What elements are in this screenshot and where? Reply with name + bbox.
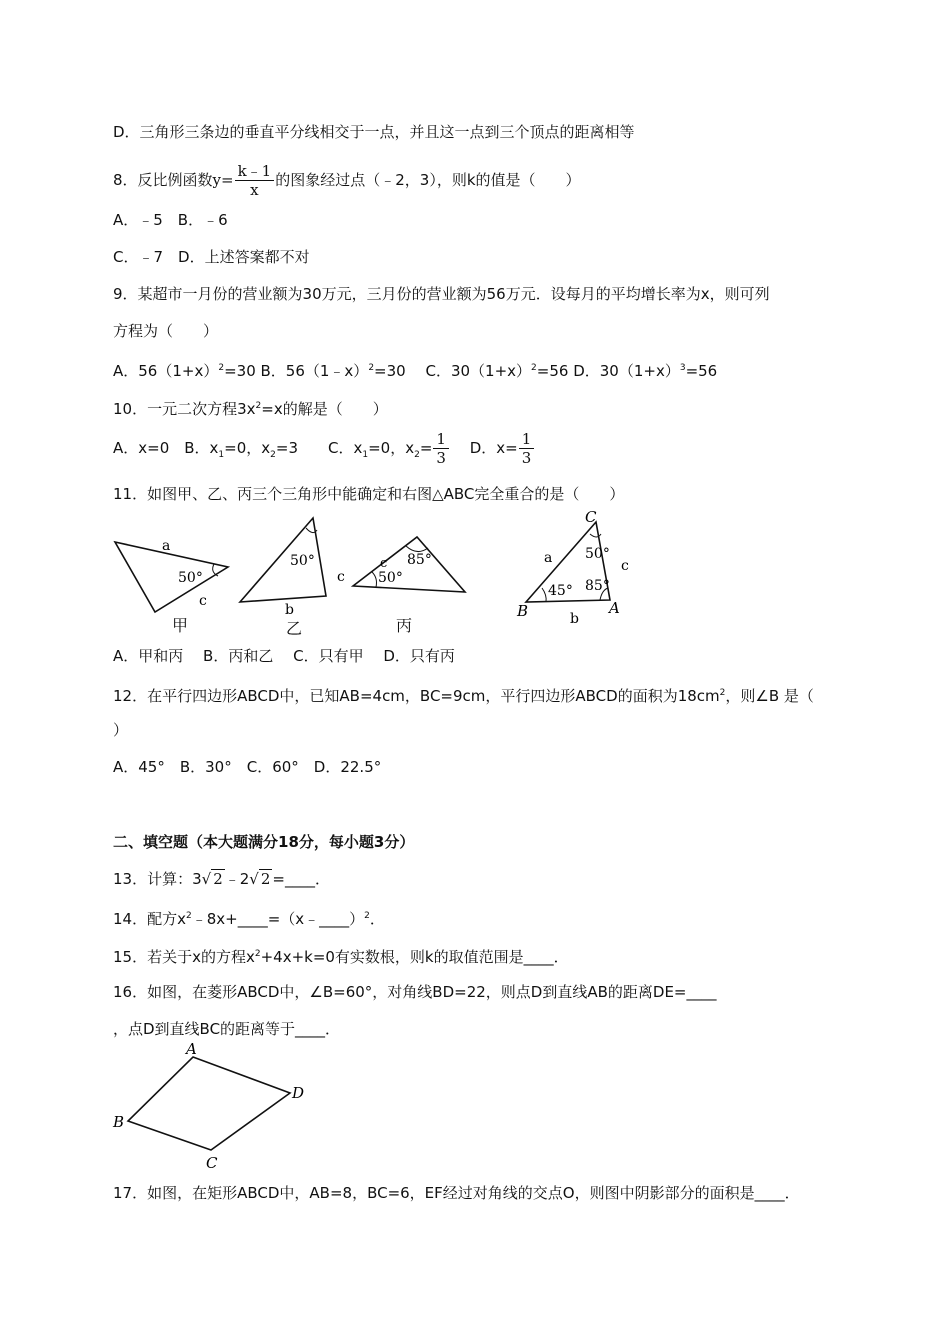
q9-option-c-exp: 2	[531, 363, 537, 373]
abc-angle-a: 85°	[585, 578, 610, 594]
q14-exp: 2	[364, 911, 370, 921]
q10-frac-den: 3	[436, 449, 446, 467]
vertex-a: A	[186, 1040, 197, 1058]
q10-options	[113, 430, 535, 467]
q10-frac-num: 1	[519, 430, 535, 449]
sqrt-2: √ 2	[201, 870, 223, 888]
q16-stem-2: ，点D到直线BC的距离等于____．	[113, 1020, 341, 1038]
q8-frac-num: k﹣1	[235, 162, 275, 181]
vertex-b: B	[113, 1113, 125, 1131]
q10-sub: 2	[270, 450, 276, 460]
q9-stem-2: 方程为（ ）	[113, 322, 219, 340]
q10-option-a: A．x=0 B．x	[113, 439, 219, 457]
triangle-jia	[115, 542, 228, 612]
jia-side-a: a	[162, 538, 171, 554]
q9-option-d: =56 D．30（1+x）	[536, 362, 680, 380]
q10-sub: 2	[414, 450, 420, 460]
jia-angle: 50°	[178, 570, 203, 586]
q12-stem-2: ）	[113, 721, 129, 739]
vertex-c: C	[585, 510, 597, 526]
q8-stem-a: 8．反比例函数	[113, 171, 213, 189]
jia-side-c: c	[199, 593, 207, 609]
q15-stem	[113, 944, 569, 967]
angle-arc	[542, 588, 546, 602]
q13-radicand: 2	[260, 870, 271, 888]
q8-stem-b: 的图象经过点（﹣2，3），则k的值是（ ）	[275, 171, 581, 189]
q11-stem: 11．如图甲、乙、丙三个三角形中能确定和右图△ABC完全重合的是（ ）	[113, 485, 625, 503]
q10-frac-den: 3	[521, 449, 532, 467]
bing-side-c: c	[380, 556, 388, 571]
q10-option-d: D．x=	[449, 439, 518, 457]
q14-a: 14．配方x	[113, 910, 186, 928]
vertex-d: D	[292, 1084, 305, 1102]
q9-stem-1: 9．某超市一月份的营业额为30万元，三月份的营业额为56万元．设每月的平均增长率为x，则可列	[113, 285, 770, 303]
abc-side-c: c	[621, 558, 629, 574]
q15-exp: 2	[254, 949, 261, 959]
q15-b: +4x+k=0有实数根，则k的取值范围是____．	[260, 948, 569, 966]
q10-sub: 1	[362, 450, 369, 460]
q13-b: ﹣2	[224, 870, 250, 888]
abc-side-a: a	[544, 550, 553, 566]
abc-side-b: b	[570, 611, 579, 627]
q8-options-ab: A．﹣5 B．﹣6	[113, 211, 228, 229]
q12-stem-1	[113, 683, 814, 706]
q14-exp: 2	[185, 911, 192, 921]
q9-option-d-exp: 3	[679, 363, 686, 373]
q8-fraction	[235, 162, 275, 199]
label-bing: 丙	[396, 616, 413, 635]
q10-stem-a: 10．一元二次方程3x	[113, 400, 256, 418]
vertex-b: B	[517, 602, 529, 620]
q14-b: ﹣8x+____=（x﹣____）	[191, 910, 365, 928]
q10-stem-b: =x的解是（ ）	[261, 400, 388, 418]
q9-option-d-rest: =56	[685, 362, 718, 380]
q13-stem	[113, 869, 330, 889]
label-jia: 甲	[172, 616, 189, 635]
q10-option-c-mid: =0，x	[368, 439, 415, 457]
q12-stem-exp: 2	[719, 688, 726, 698]
yi-angle: 50°	[290, 553, 315, 569]
q9-option-b: =30 B．56（1﹣x）	[224, 362, 369, 380]
q11-options: A．甲和丙 B．丙和乙 C．只有甲 D．只有丙	[113, 647, 455, 665]
q11-figure	[110, 510, 640, 642]
yi-side-c: c	[337, 569, 345, 585]
angle-arc	[372, 572, 377, 587]
vertex-c: C	[206, 1154, 218, 1172]
q15-a: 15．若关于x的方程x	[113, 948, 255, 966]
q10-option-b-end: =3 C．x	[275, 439, 363, 457]
q14-stem	[113, 906, 385, 929]
label-yi: 乙	[286, 619, 303, 638]
q13-c: =____．	[272, 870, 330, 888]
q7-option-d: D．三角形三条边的垂直平分线相交于一点，并且这一点到三个顶点的距离相等	[113, 123, 635, 141]
sqrt-2: √ 2	[249, 870, 271, 888]
q9-option-b-exp: 2	[368, 363, 375, 373]
q13-radicand: 2	[213, 870, 223, 888]
abc-angle-c: 50°	[585, 546, 610, 562]
q10-frac-num: 1	[433, 430, 449, 449]
vertex-a: A	[609, 599, 620, 617]
q8-frac-den: x	[250, 181, 259, 199]
q8-options-cd: C．﹣7 D．上述答案都不对	[113, 248, 310, 266]
q9-option-a-exp: 2	[218, 363, 225, 373]
q12-stem-b: ，则∠B 是（	[725, 687, 814, 705]
q16-rhombus-figure	[108, 1040, 318, 1172]
q16-stem-1: 16．如图，在菱形ABCD中，∠B=60°，对角线BD=22，则点D到直线AB的距离DE=____	[113, 983, 717, 1001]
q9-option-c: =30 C．30（1+x）	[374, 362, 532, 380]
q8-stem	[113, 162, 581, 199]
q10-option-c-eq: =	[419, 439, 433, 457]
bing-angle-2: 50°	[378, 570, 403, 586]
q10-fraction-d	[519, 430, 535, 467]
q8-func-y: y=	[212, 171, 234, 189]
q9-option-a: A．56（1+x）	[113, 362, 219, 380]
yi-side-b: b	[285, 602, 294, 618]
q12-stem-a: 12．在平行四边形ABCD中，已知AB=4cm，BC=9cm，平行四边形ABCD的面积为18cm	[113, 687, 720, 705]
q10-stem	[113, 396, 388, 419]
bing-angle-1: 85°	[407, 552, 432, 568]
q10-option-b-mid: =0，x	[224, 439, 271, 457]
q10-stem-exp: 2	[255, 401, 262, 411]
q12-options: A．45° B．30° C．60° D．22.5°	[113, 758, 382, 776]
q10-sub: 1	[218, 450, 225, 460]
q10-fraction-c	[433, 430, 449, 467]
q9-options	[113, 358, 717, 381]
q14-c: ．	[369, 910, 385, 928]
section-2-title: 二、填空题（本大题满分18分，每小题3分）	[113, 833, 415, 851]
rhombus-abcd	[128, 1057, 290, 1150]
abc-angle-b: 45°	[548, 583, 573, 599]
q17-stem: 17．如图，在矩形ABCD中，AB=8，BC=6，EF经过对角线的交点O，则图中阴影部分的面积是____．	[113, 1184, 800, 1202]
q13-a: 13．计算：3	[113, 870, 202, 888]
